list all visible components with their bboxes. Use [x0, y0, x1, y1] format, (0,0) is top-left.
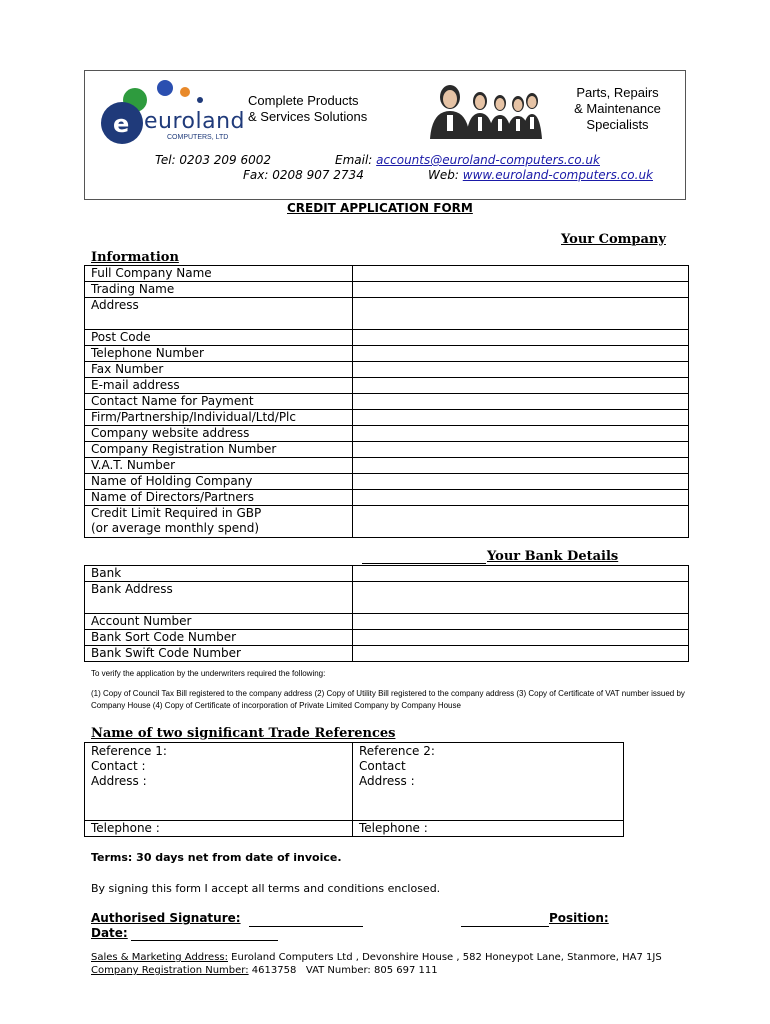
web-link[interactable]: www.euroland-computers.co.uk — [462, 168, 653, 182]
logo-dot-small — [197, 97, 203, 103]
contact-email-row — [335, 153, 600, 167]
staff-photo — [422, 79, 542, 139]
logo-e-letter: e — [113, 110, 130, 138]
footer-address-row — [91, 952, 662, 963]
credit-limit-line: (or average monthly spend) — [91, 521, 260, 535]
tagline-parts — [555, 85, 680, 133]
label-contact-name: Contact Name for Payment — [85, 394, 353, 410]
address-1-label: Address : — [91, 774, 147, 788]
label-company-website: Company website address — [85, 426, 353, 442]
label-directors: Name of Directors/Partners — [85, 490, 353, 506]
label-trading-name: Trading Name — [85, 282, 353, 298]
label-post-code: Post Code — [85, 330, 353, 346]
label-fax-number: Fax Number — [85, 362, 353, 378]
input-firm-type[interactable] — [353, 410, 689, 426]
bank-details-table — [84, 565, 689, 662]
position-label: Position: — [549, 911, 609, 925]
input-address[interactable] — [353, 298, 689, 330]
footer-reg-number: 4613758 — [248, 965, 297, 976]
bank-heading: Your Bank Details — [487, 549, 619, 564]
signature-line[interactable] — [249, 926, 363, 927]
footer-reg-label: Company Registration Number: — [91, 965, 249, 976]
label-email-address: E-mail address — [85, 378, 353, 394]
input-full-company-name[interactable] — [353, 266, 689, 282]
footer-reg-row — [91, 965, 438, 976]
input-fax-number[interactable] — [353, 362, 689, 378]
position-line[interactable] — [461, 926, 549, 927]
reference-2-cell[interactable] — [353, 743, 624, 821]
label-vat-number: V.A.T. Number — [85, 458, 353, 474]
label-bank-address: Bank Address — [85, 582, 353, 614]
tagline-line: Complete Products — [248, 93, 359, 108]
web-label: Web: — [428, 168, 459, 182]
letterhead — [84, 70, 686, 200]
tagline-line: Specialists — [586, 117, 649, 132]
input-company-website[interactable] — [353, 426, 689, 442]
label-telephone-number: Telephone Number — [85, 346, 353, 362]
signature-label: Authorised Signature: — [91, 911, 241, 925]
input-holding-company[interactable] — [353, 474, 689, 490]
input-vat-number[interactable] — [353, 458, 689, 474]
tagline-products — [248, 93, 367, 125]
staff-photo-graphic — [422, 79, 542, 139]
input-bank-address[interactable] — [353, 582, 689, 614]
contact-1-label: Contact : — [91, 759, 146, 773]
contact-fax: Fax: 0208 907 2734 — [243, 168, 364, 182]
reference-1-cell[interactable] — [85, 743, 353, 821]
company-info-table — [84, 265, 689, 538]
label-sort-code: Bank Sort Code Number — [85, 630, 353, 646]
input-contact-name[interactable] — [353, 394, 689, 410]
input-swift-code[interactable] — [353, 646, 689, 662]
label-holding-company: Name of Holding Company — [85, 474, 353, 490]
accept-text: By signing this form I accept all terms and conditions enclosed. — [91, 882, 441, 895]
label-address: Address — [85, 298, 353, 330]
footer-vat-number: VAT Number: 805 697 111 — [305, 965, 438, 976]
input-credit-limit[interactable] — [353, 506, 689, 538]
telephone-1-cell[interactable]: Telephone : — [85, 821, 353, 837]
input-account-number[interactable] — [353, 614, 689, 630]
logo-wordmark: euroland — [144, 109, 246, 134]
input-bank[interactable] — [353, 566, 689, 582]
form-title: CREDIT APPLICATION FORM — [287, 201, 473, 215]
reference-1-label: Reference 1: — [91, 744, 167, 758]
input-company-registration[interactable] — [353, 442, 689, 458]
company-heading-left: Information — [91, 250, 179, 265]
tagline-line: Parts, Repairs — [576, 85, 659, 100]
address-2-label: Address : — [359, 774, 415, 788]
label-bank: Bank — [85, 566, 353, 582]
logo-subtitle: COMPUTERS, LTD — [167, 134, 229, 141]
label-credit-limit — [85, 506, 353, 538]
label-firm-type: Firm/Partnership/Individual/Ltd/Plc — [85, 410, 353, 426]
terms-text: Terms: 30 days net from date of invoice. — [91, 851, 342, 864]
contact-web-row — [428, 168, 653, 182]
email-label: Email: — [335, 153, 373, 167]
verify-list: (1) Copy of Council Tax Bill registered to the company address (2) Copy of Utility Bill registered to the company address (3) Copy of Certificate of VAT number issued by Company House (4) Copy of Certificate of incorporation of Private Limited Company by Company House — [91, 689, 685, 710]
input-email-address[interactable] — [353, 378, 689, 394]
verify-intro: To verify the application by the underwriters required the following: — [91, 669, 326, 678]
credit-limit-line: Credit Limit Required in GBP — [91, 506, 262, 520]
input-directors[interactable] — [353, 490, 689, 506]
logo-dot-orange — [180, 87, 190, 97]
tagline-line: & Maintenance — [574, 101, 661, 116]
company-logo — [97, 77, 247, 147]
input-trading-name[interactable] — [353, 282, 689, 298]
tagline-line: & Services Solutions — [248, 109, 368, 124]
date-line[interactable] — [131, 940, 278, 941]
telephone-2-cell[interactable]: Telephone : — [353, 821, 624, 837]
footer-address: Euroland Computers Ltd , Devonshire House , 582 Honeypot Lane, Stanmore, HA7 1JS — [227, 952, 662, 963]
label-swift-code: Bank Swift Code Number — [85, 646, 353, 662]
reference-2-label: Reference 2: — [359, 744, 435, 758]
company-heading-right: Your Company — [561, 232, 666, 247]
bank-heading-underline — [362, 563, 486, 564]
date-label: Date: — [91, 926, 128, 940]
references-heading: Name of two significant Trade References — [91, 726, 396, 741]
email-link[interactable]: accounts@euroland-computers.co.uk — [376, 153, 600, 167]
logo-dot-blue — [157, 80, 173, 96]
contact-2-label: Contact — [359, 759, 406, 773]
input-post-code[interactable] — [353, 330, 689, 346]
references-table — [84, 742, 624, 837]
contact-tel: Tel: 0203 209 6002 — [155, 153, 272, 167]
footer-address-label: Sales & Marketing Address: — [91, 952, 228, 963]
input-sort-code[interactable] — [353, 630, 689, 646]
label-full-company-name: Full Company Name — [85, 266, 353, 282]
label-company-registration: Company Registration Number — [85, 442, 353, 458]
input-telephone-number[interactable] — [353, 346, 689, 362]
label-account-number: Account Number — [85, 614, 353, 630]
